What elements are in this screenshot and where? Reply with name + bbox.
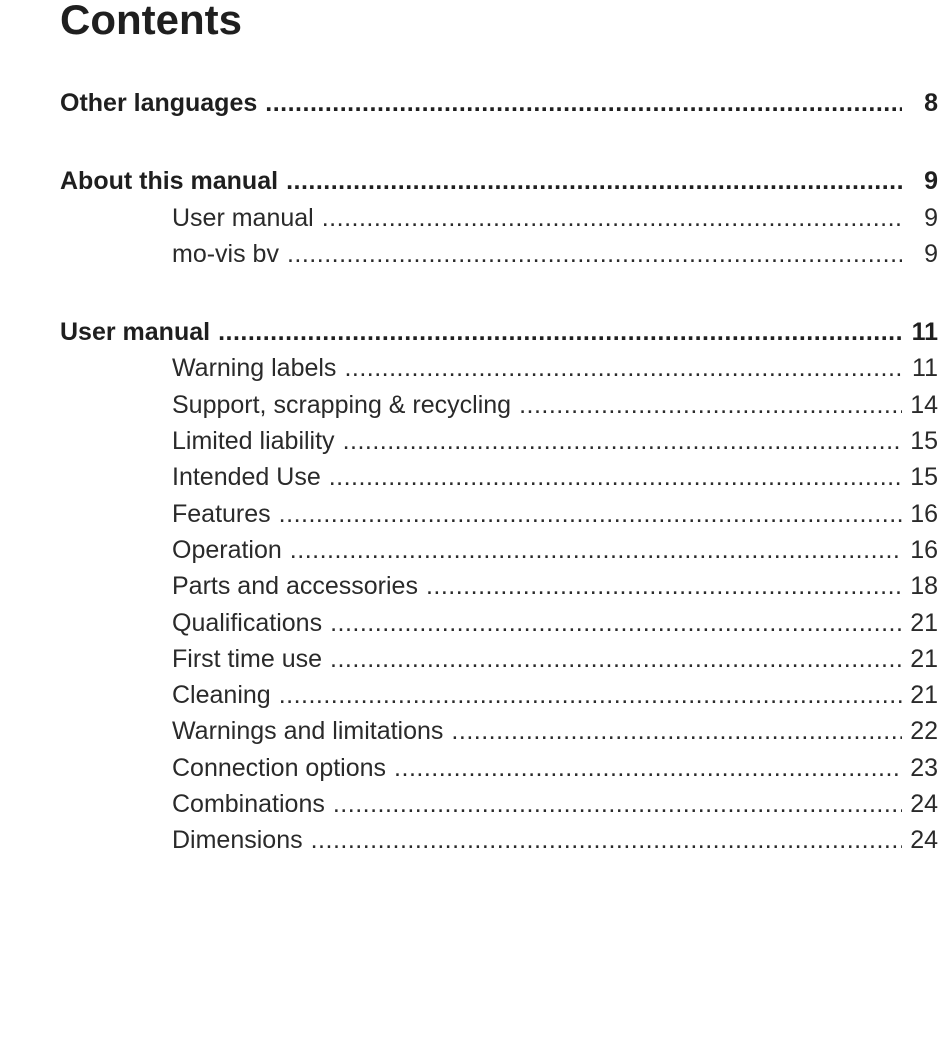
toc-page-number: 16 (910, 535, 938, 564)
toc-dot-leader (330, 605, 902, 641)
toc-entry-label: Connection options (172, 753, 387, 782)
toc-dot-leader (286, 163, 902, 199)
toc-subsection-entry[interactable] (60, 605, 938, 641)
toc-subsection-entry[interactable] (60, 532, 938, 568)
toc-dot-leader (451, 713, 902, 749)
toc-subsection-entry[interactable] (60, 350, 938, 386)
toc-entry-label: Warning labels (172, 354, 337, 383)
toc-page-number: 21 (910, 608, 938, 637)
toc-entry-label: mo-vis bv (172, 239, 279, 268)
toc-dot-leader (333, 786, 902, 822)
toc-subsection-entry[interactable] (60, 786, 938, 822)
toc-page-number: 15 (910, 427, 938, 456)
toc-entry-label: Limited liability (172, 427, 335, 456)
toc-page-number: 11 (911, 318, 938, 347)
toc-page-number: 14 (910, 390, 938, 419)
toc-page-number: 23 (910, 753, 938, 782)
toc-entry-label: Combinations (172, 790, 325, 819)
toc-dot-leader (343, 423, 902, 459)
toc-dot-leader (279, 496, 902, 532)
toc-page-number: 21 (910, 644, 938, 673)
toc-subsection-entry[interactable] (60, 677, 938, 713)
toc-subsection-entry[interactable] (60, 200, 938, 236)
toc-dot-leader (311, 822, 902, 858)
toc-page-number: 9 (924, 239, 938, 268)
toc-entry-label: User manual (60, 318, 211, 347)
toc-page-number: 21 (910, 681, 938, 710)
toc-section-entry[interactable] (60, 163, 938, 199)
toc-dot-leader (287, 236, 902, 272)
toc-page-number: 9 (924, 167, 938, 196)
toc-subsection-entry[interactable] (60, 822, 938, 858)
toc-entry-label: User manual (172, 203, 314, 232)
toc-dot-leader (426, 568, 902, 604)
toc-section-entry[interactable] (60, 85, 938, 121)
toc-entry-label: Warnings and limitations (172, 717, 444, 746)
toc-entry-label: Intended Use (172, 463, 321, 492)
toc-dot-leader (330, 641, 902, 677)
toc-subsection-entry[interactable] (60, 387, 938, 423)
toc-dot-leader (218, 314, 902, 350)
table-of-contents (60, 85, 938, 859)
toc-entry-label: Features (172, 499, 271, 528)
toc-dot-leader (279, 677, 902, 713)
toc-subsection-entry[interactable] (60, 641, 938, 677)
toc-entry-label: Operation (172, 535, 282, 564)
toc-page-number: 11 (912, 354, 938, 383)
toc-page-number: 22 (910, 717, 938, 746)
toc-dot-leader (322, 200, 902, 236)
toc-page-number: 24 (910, 790, 938, 819)
toc-subsection-entry[interactable] (60, 750, 938, 786)
toc-entry-label: Qualifications (172, 608, 323, 637)
toc-dot-leader (394, 750, 902, 786)
toc-page-number: 9 (924, 203, 938, 232)
toc-page-number: 24 (910, 826, 938, 855)
toc-entry-label: First time use (172, 644, 323, 673)
toc-page-number: 16 (910, 499, 938, 528)
toc-entry-label: Support, scrapping & recycling (172, 390, 512, 419)
toc-page-number: 15 (910, 463, 938, 492)
toc-dot-leader (344, 350, 902, 386)
toc-subsection-entry[interactable] (60, 459, 938, 495)
toc-page-number: 8 (924, 89, 938, 117)
page-title: Contents (60, 0, 242, 43)
toc-dot-leader (265, 85, 902, 121)
toc-subsection-entry[interactable] (60, 713, 938, 749)
toc-entry-label: Parts and accessories (172, 572, 418, 601)
toc-entry-label: Other languages (60, 89, 258, 117)
toc-section-entry[interactable] (60, 314, 938, 350)
toc-dot-leader (329, 459, 902, 495)
toc-subsection-entry[interactable] (60, 423, 938, 459)
toc-page-number: 18 (910, 572, 938, 601)
toc-subsection-entry[interactable] (60, 496, 938, 532)
toc-subsection-entry[interactable] (60, 236, 938, 272)
toc-dot-leader (519, 387, 902, 423)
toc-entry-label: Cleaning (172, 681, 271, 710)
toc-dot-leader (290, 532, 902, 568)
toc-subsection-entry[interactable] (60, 568, 938, 604)
toc-entry-label: About this manual (60, 167, 279, 196)
toc-entry-label: Dimensions (172, 826, 303, 855)
